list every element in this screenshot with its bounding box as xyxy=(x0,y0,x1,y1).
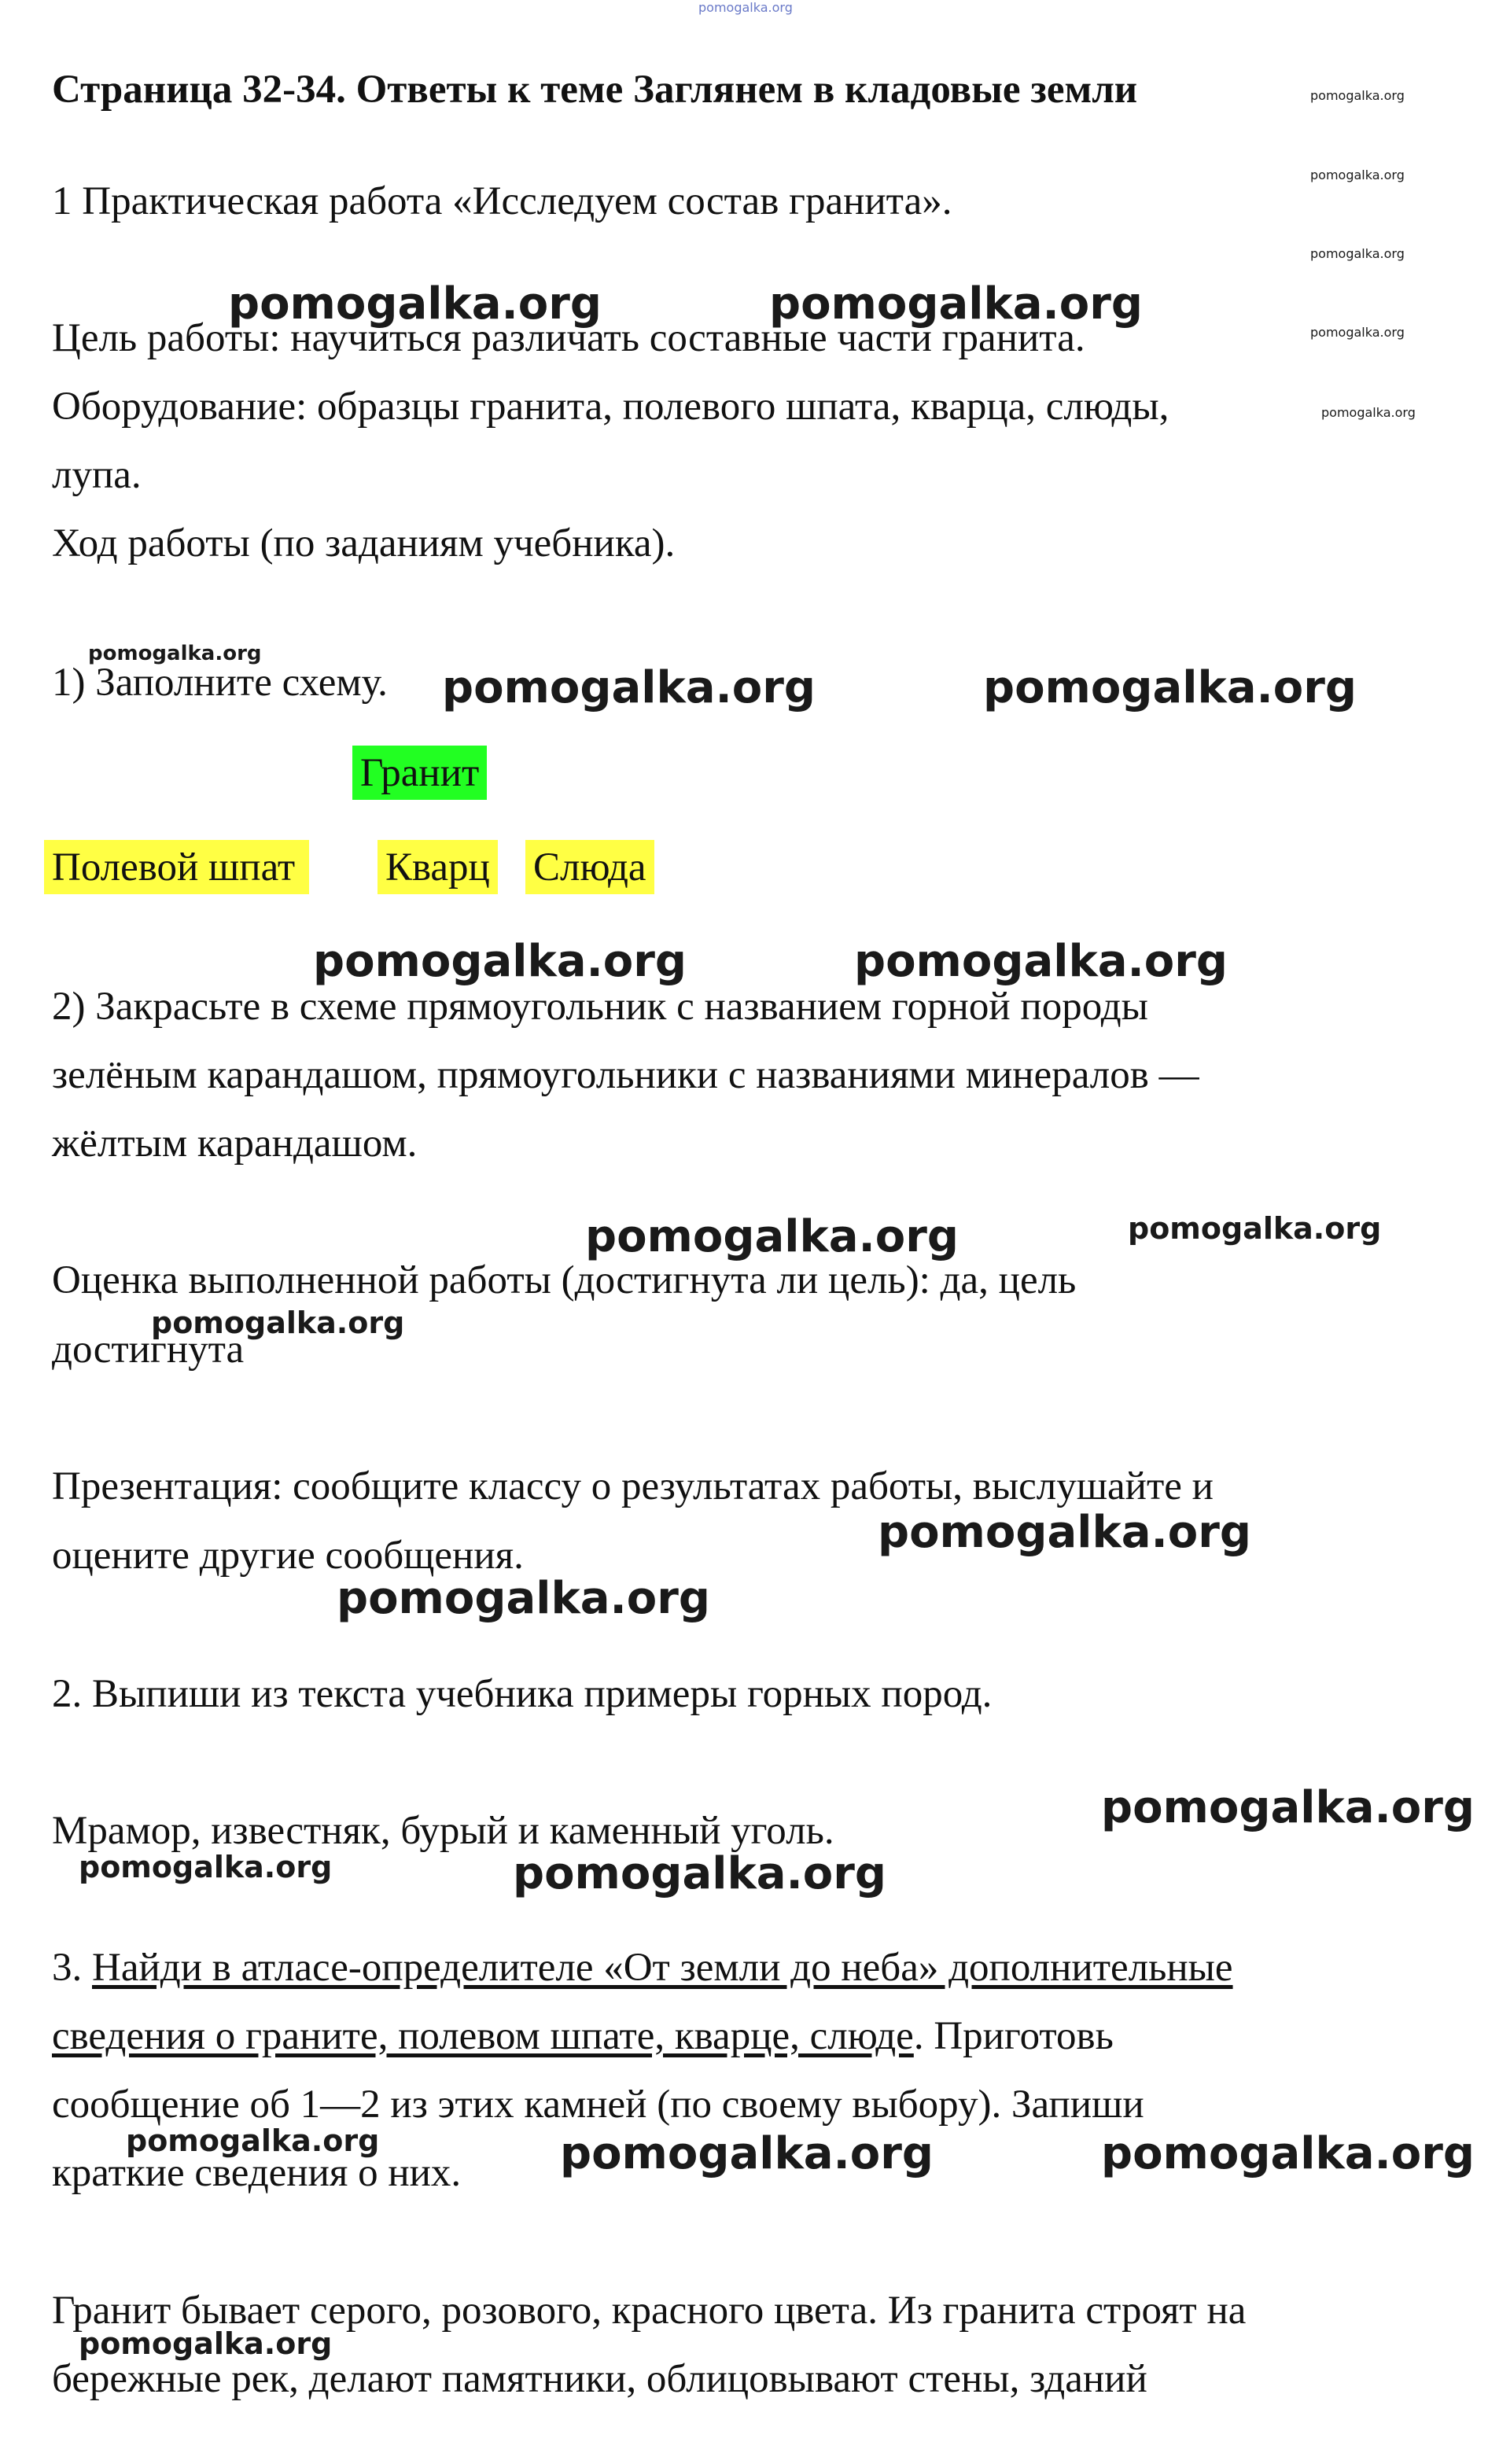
task1-equipment-line2: лупа. xyxy=(52,453,142,497)
watermark-medium-small: pomogalka.org xyxy=(88,642,262,665)
page-heading: Страница 32-34. Ответы к теме Заглянем в кладовые земли xyxy=(52,68,1138,112)
task1-title: 1 Практическая работа «Исследуем состав гранита». xyxy=(52,179,952,223)
watermark-medium: pomogalka.org xyxy=(79,2326,333,2361)
task1-presentation-line2: оцените другие сообщения. xyxy=(52,1534,524,1578)
task1-goal: Цель работы: научиться различать составные части гранита. xyxy=(52,316,1085,360)
watermark-large: pomogalka.org xyxy=(1101,2128,1475,2179)
task3-line2 xyxy=(52,2013,1114,2061)
watermark-small: pomogalka.org xyxy=(1321,405,1416,420)
task3-line4: краткие сведения о них. xyxy=(52,2151,462,2195)
task3-number: 3. xyxy=(52,1946,92,1990)
watermark-large: pomogalka.org xyxy=(854,936,1228,987)
scheme-mineral-box: Слюда xyxy=(525,840,654,894)
task1-evaluation-line2: достигнута xyxy=(52,1328,245,1372)
watermark-medium: pomogalka.org xyxy=(126,2123,380,2158)
watermark-large: pomogalka.org xyxy=(442,662,816,713)
watermark-large: pomogalka.org xyxy=(513,1848,886,1899)
scheme-mineral-box: Полевой шпат xyxy=(44,840,309,894)
task1-step2-line3: жёлтым карандашом. xyxy=(52,1122,418,1166)
task3-line2-rest: . Приготовь xyxy=(913,2014,1114,2058)
watermark-large: pomogalka.org xyxy=(313,936,687,987)
task2-answer: Мрамор, известняк, бурый и каменный уголь. xyxy=(52,1809,834,1853)
task1-evaluation-line1: Оценка выполненной работы (достигнута ли цель): да, цель xyxy=(52,1258,1077,1302)
task1-step2-line2: зелёным карандашом, прямоугольники с названиями минералов — xyxy=(52,1053,1199,1097)
scheme-rock-box: Гранит xyxy=(352,746,487,800)
task3-answer-line2: бережные рек, делают памятники, облицовывают стены, зданий xyxy=(52,2357,1147,2401)
watermark-large: pomogalka.org xyxy=(769,278,1143,330)
watermark-top: pomogalka.org xyxy=(698,0,793,15)
watermark-large: pomogalka.org xyxy=(1101,1782,1475,1833)
task3-line3: сообщение об 1—2 из этих камней (по своему выбору). Запиши xyxy=(52,2083,1144,2127)
watermark-medium: pomogalka.org xyxy=(151,1306,405,1340)
watermark-large: pomogalka.org xyxy=(228,278,602,330)
task1-step1: 1) Заполните схему. xyxy=(52,661,388,705)
watermark-large: pomogalka.org xyxy=(585,1211,959,1262)
task1-procedure: Ход работы (по заданиям учебника). xyxy=(52,521,676,565)
watermark-small: pomogalka.org xyxy=(1310,168,1405,182)
watermark-small: pomogalka.org xyxy=(1310,88,1405,103)
task1-equipment-line1: Оборудование: образцы гранита, полевого шпата, кварца, слюды, xyxy=(52,385,1169,429)
task1-step2-line1: 2) Закрасьте в схеме прямоугольник с названием горной породы xyxy=(52,985,1148,1029)
watermark-large: pomogalka.org xyxy=(983,662,1357,713)
watermark-medium: pomogalka.org xyxy=(79,1850,333,1884)
task1-presentation-line1: Презентация: сообщите классу о результатах работы, выслушайте и xyxy=(52,1464,1214,1508)
watermark-large: pomogalka.org xyxy=(878,1507,1251,1558)
scheme-mineral-box: Кварц xyxy=(378,840,498,894)
watermark-large: pomogalka.org xyxy=(337,1573,710,1624)
watermark-small: pomogalka.org xyxy=(1310,246,1405,261)
watermark-large: pomogalka.org xyxy=(560,2128,934,2179)
task3-link-part1: Найди в атласе-определителе «От земли до неба» дополнительные xyxy=(92,1946,1233,1990)
task2-question: 2. Выпиши из текста учебника примеры горных пород. xyxy=(52,1672,993,1716)
task3-link-part2: сведения о граните, полевом шпате, кварце, слюде xyxy=(52,2014,914,2058)
watermark-small: pomogalka.org xyxy=(1310,325,1405,340)
watermark-medium: pomogalka.org xyxy=(1128,1211,1382,1246)
task3-answer-line1: Гранит бывает серого, розового, красного цвета. Из гранита строят на xyxy=(52,2289,1247,2333)
task3-line1 xyxy=(52,1944,1233,1992)
